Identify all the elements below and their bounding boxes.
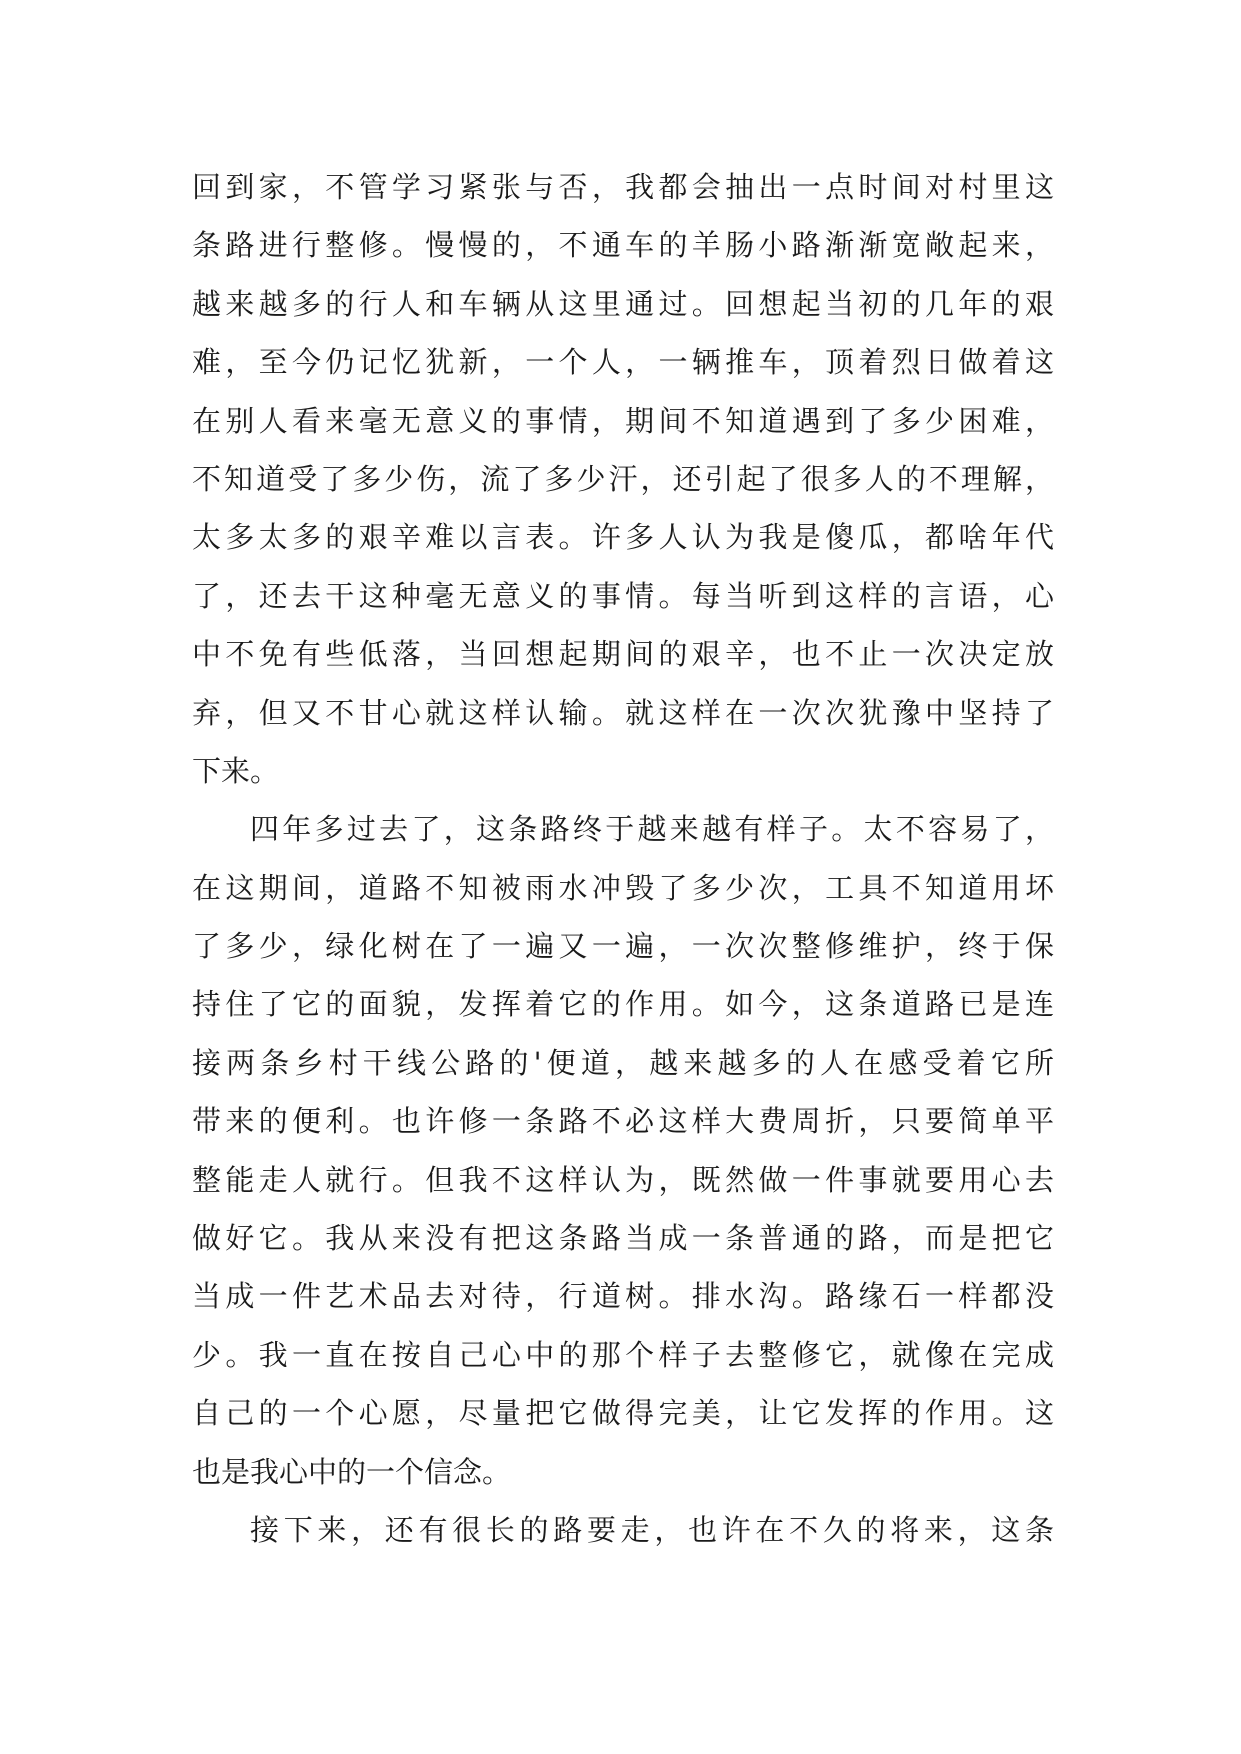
text-line: 弃，但又不甘心就这样认输。就这样在一次次犹豫中坚持了 bbox=[192, 695, 1054, 730]
text-line: 整能走人就行。但我不这样认为，既然做一件事就要用心去 bbox=[192, 1162, 1054, 1197]
body-text bbox=[192, 158, 1054, 1559]
text-line: 回到家，不管学习紧张与否，我都会抽出一点时间对村里这 bbox=[192, 170, 1054, 204]
text-line: 了多少，绿化树在了一遍又一遍，一次次整修维护，终于保 bbox=[192, 929, 1054, 964]
text-line: 少。我一直在按自己心中的那个样子去整修它，就像在完成 bbox=[192, 1337, 1054, 1372]
text-line: 接两条乡村干线公路的'便道，越来越多的人在感受着它所 bbox=[192, 1045, 1054, 1080]
text-line: 越来越多的行人和车辆从这里通过。回想起当初的几年的艰 bbox=[192, 286, 1054, 321]
paragraph-3 bbox=[192, 1501, 1054, 1559]
text-line: 也是我心中的一个信念。 bbox=[192, 1454, 512, 1489]
text-line: 当成一件艺术品去对待，行道树。排水沟。路缘石一样都没 bbox=[192, 1279, 1054, 1314]
text-line: 做好它。我从来没有把这条路当成一条普通的路，而是把它 bbox=[192, 1221, 1054, 1256]
text-line: 不知道受了多少伤，流了多少汗，还引起了很多人的不理解， bbox=[192, 461, 1054, 496]
text-line: 自己的一个心愿，尽量把它做得完美，让它发挥的作用。这 bbox=[192, 1396, 1054, 1431]
text-line: 难，至今仍记忆犹新，一个人，一辆推车，顶着烈日做着这 bbox=[192, 345, 1054, 380]
text-line: 下来。 bbox=[192, 753, 280, 788]
paragraph-2 bbox=[192, 800, 1054, 1501]
text-line: 四年多过去了，这条路终于越来越有样子。太不容易了， bbox=[250, 812, 1054, 847]
text-line: 中不免有些低落，当回想起期间的艰辛，也不止一次决定放 bbox=[192, 637, 1054, 672]
text-line: 条路进行整修。慢慢的，不通车的羊肠小路渐渐宽敞起来， bbox=[192, 228, 1054, 263]
text-line: 持住了它的面貌，发挥着它的作用。如今，这条道路已是连 bbox=[192, 987, 1054, 1022]
text-line: 在别人看来毫无意义的事情，期间不知道遇到了多少困难， bbox=[192, 403, 1054, 438]
text-line: 在这期间，道路不知被雨水冲毁了多少次，工具不知道用坏 bbox=[192, 870, 1054, 905]
paragraph-1 bbox=[192, 158, 1054, 800]
text-line: 了，还去干这种毫无意义的事情。每当听到这样的言语，心 bbox=[192, 578, 1054, 613]
text-line: 接下来，还有很长的路要走，也许在不久的将来，这条 bbox=[250, 1512, 1054, 1547]
text-line: 带来的便利。也许修一条路不必这样大费周折，只要简单平 bbox=[192, 1104, 1054, 1139]
text-line: 太多太多的艰辛难以言表。许多人认为我是傻瓜，都啥年代 bbox=[192, 520, 1054, 555]
